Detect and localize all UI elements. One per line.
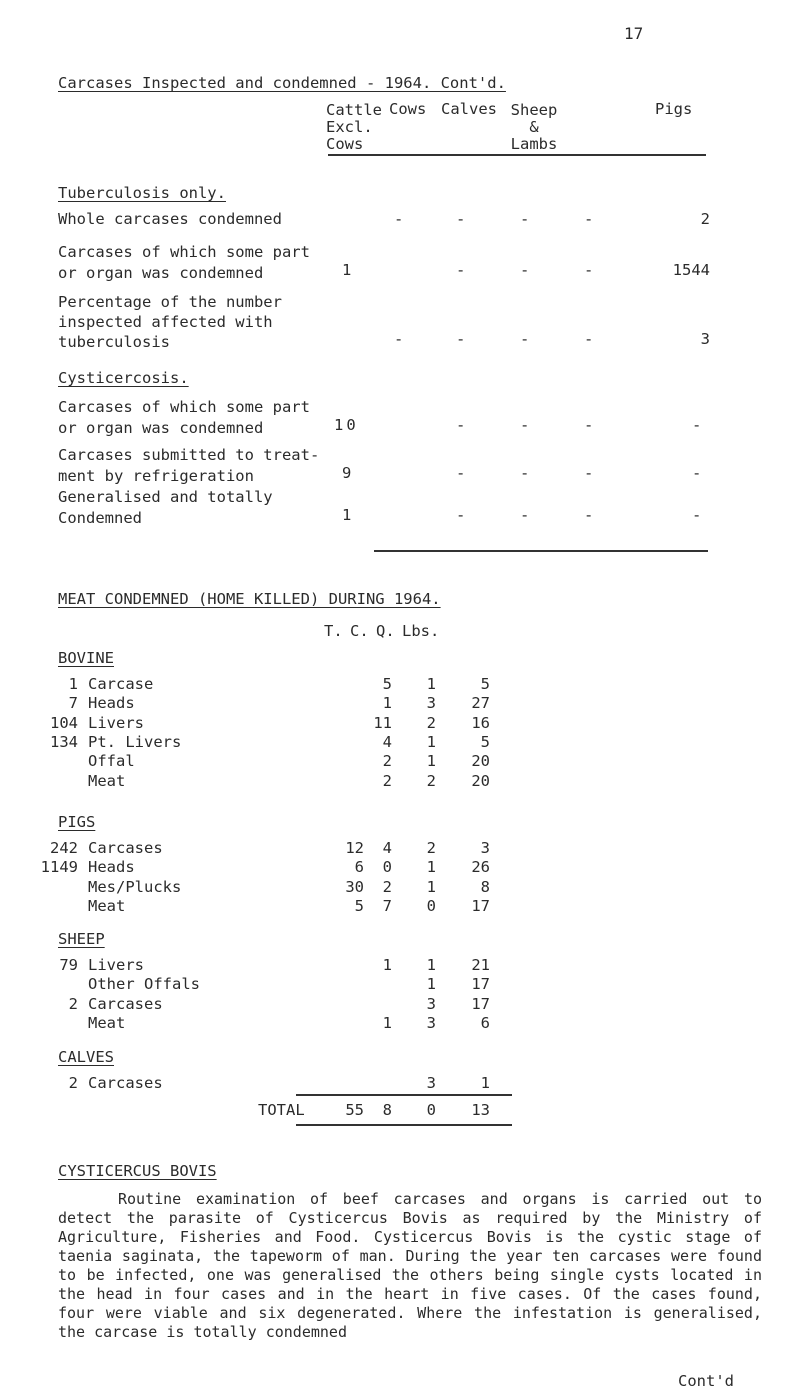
total-rule-bottom: [296, 1124, 512, 1126]
row-q: 3: [426, 1074, 436, 1092]
row-lbs: 6: [480, 1013, 490, 1032]
row-q: 1: [426, 858, 436, 877]
row-lbs: 3: [480, 839, 490, 857]
section-rule: [374, 550, 708, 552]
row-c: 5: [382, 675, 392, 693]
tb-cell: -: [520, 261, 530, 279]
row-c: 7: [382, 896, 392, 915]
cysticercus-title: CYSTICERCUS BOVIS: [58, 1162, 217, 1180]
row-q: 1: [426, 877, 436, 896]
row-t: 5: [354, 896, 364, 915]
cyst-cell: -: [584, 416, 594, 434]
row-c: 2: [382, 877, 392, 896]
cyst-cell: -: [520, 506, 530, 524]
total-lbs: 13: [471, 1101, 490, 1119]
col-header-cattle: Cattle Excl. Cows: [326, 101, 382, 153]
row-t: 30: [345, 877, 364, 896]
tb-cell: -: [456, 210, 466, 228]
row-item: Meat: [88, 771, 126, 790]
row-q: 3: [426, 994, 436, 1013]
row-lbs: 21: [471, 956, 490, 974]
row-lbs: 16: [471, 713, 490, 732]
row-count: 104: [50, 713, 78, 732]
tb-cell: -: [456, 261, 466, 279]
col-header-calves: Calves: [441, 100, 497, 118]
row-count: 134: [50, 732, 78, 751]
row-q: 1: [426, 956, 436, 974]
row-item: Carcases: [88, 1074, 163, 1092]
row-c: 1: [382, 1013, 392, 1032]
row-c: 1: [382, 694, 392, 713]
cyst-cell: -: [520, 464, 530, 482]
row-lbs: 27: [471, 694, 490, 713]
cyst-cell: -: [520, 416, 530, 434]
row-q: 3: [426, 1013, 436, 1032]
col-header-pigs: Pigs: [655, 100, 693, 118]
row-count: 242: [50, 839, 78, 857]
cyst-cell: -: [456, 506, 466, 524]
cyst-row-label: Carcases of which some part or organ was condemned: [58, 398, 310, 437]
row-lbs: 26: [471, 858, 490, 877]
cyst-heading: Cysticercosis.: [58, 369, 189, 387]
row-count: 2: [68, 994, 78, 1013]
tb-row-label: Carcases of which some part or organ was condemned: [58, 243, 310, 282]
group-heading: CALVES: [58, 1048, 114, 1066]
group-heading: PIGS: [58, 813, 96, 831]
total-q: 0: [426, 1101, 436, 1119]
row-item: Heads: [88, 694, 135, 713]
tb-cell: 1544: [672, 261, 710, 279]
row-t: 6: [354, 858, 364, 877]
tb-cell: -: [394, 210, 404, 228]
row-item: Livers: [88, 713, 144, 732]
row-item: Heads: [88, 858, 135, 877]
row-t: 12: [345, 839, 364, 857]
cyst-cell: -: [692, 464, 702, 482]
tb-cell: -: [584, 210, 594, 228]
row-count: 2: [68, 1074, 78, 1092]
row-q: 1: [426, 752, 436, 771]
row-item: Mes/Plucks: [88, 877, 182, 896]
row-lbs: 5: [480, 675, 490, 693]
row-c: 2: [382, 752, 392, 771]
cyst-cell: -: [692, 416, 702, 434]
row-lbs: 1: [480, 1074, 490, 1092]
row-q: 2: [426, 839, 436, 857]
tb-cell: 2: [700, 210, 710, 228]
group-heading: SHEEP: [58, 930, 105, 948]
tb-cell: 3: [700, 330, 710, 348]
cyst-cell: 10: [334, 416, 359, 434]
cyst-cell: -: [456, 416, 466, 434]
tb-cell: -: [394, 330, 404, 348]
tb-cell: -: [584, 330, 594, 348]
total-label: TOTAL: [258, 1101, 305, 1119]
tb-cell: -: [520, 210, 530, 228]
row-lbs: 17: [471, 994, 490, 1013]
tb-cell: -: [584, 261, 594, 279]
cyst-cell: -: [692, 506, 702, 524]
row-c: 4: [382, 839, 392, 857]
group-heading: BOVINE: [58, 649, 114, 667]
row-item: Carcase: [88, 675, 154, 693]
tb-row-label: Percentage of the number inspected affected with tuberculosis: [58, 293, 282, 351]
row-lbs: 5: [480, 732, 490, 751]
row-lbs: 17: [471, 896, 490, 915]
units-header: T. C. Q. Lbs.: [324, 622, 440, 640]
row-q: 3: [426, 694, 436, 713]
row-item: Meat: [88, 896, 126, 915]
row-lbs: 17: [471, 975, 490, 994]
row-item: Offal: [88, 752, 135, 771]
cyst-cell: -: [584, 506, 594, 524]
row-item: Pt. Livers: [88, 732, 182, 751]
tb-cell: -: [456, 330, 466, 348]
cyst-cell: 1: [342, 506, 352, 524]
row-item: Meat: [88, 1013, 126, 1032]
row-count: 1149: [40, 858, 78, 877]
row-count: 7: [68, 694, 78, 713]
row-q: 1: [426, 732, 436, 751]
contd-footer: Cont'd: [678, 1372, 734, 1390]
total-t: 55: [345, 1101, 364, 1119]
col-header-sheep: Sheep & Lambs: [510, 101, 558, 153]
row-c: 1: [382, 956, 392, 974]
cysticercus-paragraph: Routine examination of beef carcases and organs is carried out to detect the parasite of Cysticercus Bovis as required by the Ministry of Agriculture, Fisheries and Food. Cysticercus Bovis is the cystic stage of taenia saginata, the tapeworm of man. During the year ten carcases were found to be infected, one was generalised the others being single cysts located in the head in four cases and in the heart in five cases. Of the cases found, four were viable and six degenerated. Where the infestation is generalised, the carcase is totally condemned: [58, 1190, 762, 1341]
row-lbs: 20: [471, 771, 490, 790]
meat-condemned-title: MEAT CONDEMNED (HOME KILLED) DURING 1964.: [58, 590, 441, 608]
row-c: 4: [382, 732, 392, 751]
row-c: 11: [373, 713, 392, 732]
cyst-cell: -: [456, 464, 466, 482]
row-q: 1: [426, 975, 436, 994]
cyst-row-label: Carcases submitted to treat- ment by refrigeration: [58, 446, 320, 485]
cyst-cell: -: [584, 464, 594, 482]
row-q: 0: [426, 896, 436, 915]
total-c: 8: [382, 1101, 392, 1119]
row-q: 1: [426, 675, 436, 693]
row-item: Carcases: [88, 839, 163, 857]
row-item: Carcases: [88, 994, 163, 1013]
page-number: 17: [624, 24, 644, 43]
row-q: 2: [426, 771, 436, 790]
col-header-cows: Cows: [389, 100, 427, 118]
row-count: 1: [68, 675, 78, 693]
row-q: 2: [426, 713, 436, 732]
row-count: 79: [59, 956, 78, 974]
section-title-carcases: Carcases Inspected and condemned - 1964. Cont'd.: [58, 74, 506, 92]
row-lbs: 20: [471, 752, 490, 771]
row-item: Other Offals: [88, 975, 200, 994]
tb-cell: -: [520, 330, 530, 348]
total-rule-top: [296, 1094, 512, 1096]
cyst-cell: 9: [342, 464, 352, 482]
cyst-row-label: Generalised and totally Condemned: [58, 488, 273, 527]
row-c: 2: [382, 771, 392, 790]
tb-row-label: Whole carcases condemned: [58, 210, 282, 228]
tb-heading: Tuberculosis only.: [58, 184, 226, 202]
tb-cell: 1: [342, 261, 352, 279]
row-item: Livers: [88, 956, 144, 974]
row-lbs: 8: [480, 877, 490, 896]
header-rule: [328, 154, 706, 156]
row-c: 0: [382, 858, 392, 877]
